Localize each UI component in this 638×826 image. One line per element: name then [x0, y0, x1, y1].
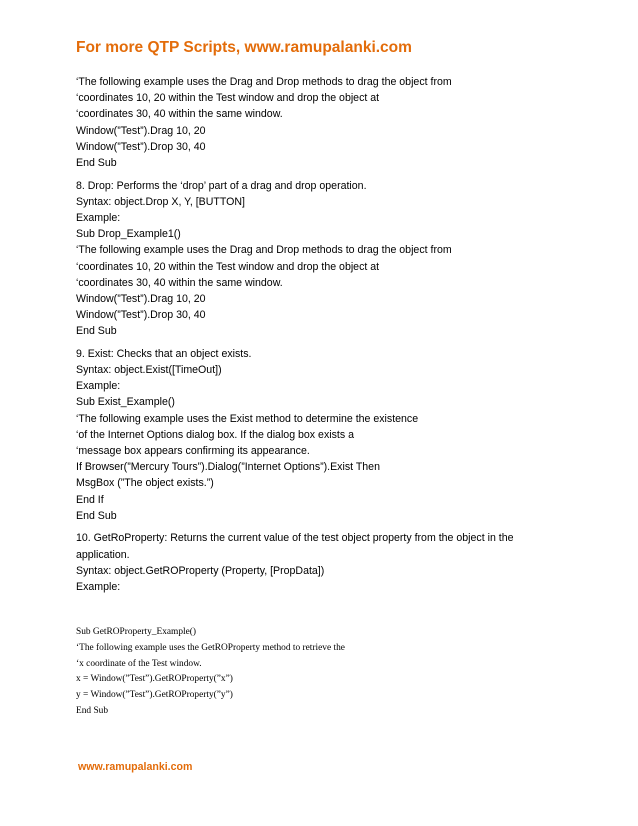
code-line: Sub GetROProperty_Example() [76, 627, 197, 637]
text-line: Example: [76, 211, 121, 224]
text-line: End Sub [76, 509, 117, 522]
text-line: ‘coordinates 10, 20 within the Test window and drop the object at [76, 92, 380, 105]
text-line: If Browser(”Mercury Tours”).Dialog(”Internet Options”).Exist Then [76, 461, 380, 474]
text-line: End Sub [76, 157, 117, 170]
text-line: Sub Exist_Example() [76, 396, 175, 409]
code-line: ‘x coordinate of the Test window. [76, 658, 202, 669]
text-line: MsgBox (”The object exists.”) [76, 477, 214, 490]
code-block [76, 625, 345, 720]
text-line: Example: [76, 580, 121, 593]
text-line: 10. GetRoProperty: Returns the current value of the test object property from the object in the application. [76, 532, 514, 561]
text-line: ‘The following example uses the Drag and Drop methods to drag the object from [76, 244, 452, 257]
text-line: End If [76, 493, 104, 506]
page-footer: www.ramupalanki.com [78, 761, 193, 773]
text-line: Example: [76, 380, 121, 393]
text-line: ‘The following example uses the Drag and Drop methods to drag the object from [76, 76, 452, 88]
paragraph-getroproperty-method [76, 530, 546, 595]
text-line: 9. Exist: Checks that an object exists. [76, 347, 252, 360]
code-line: ‘The following example uses the GetROProperty method to retrieve the [76, 642, 345, 653]
text-line: ‘coordinates 30, 40 within the same window. [76, 108, 283, 121]
code-line: y = Window(”Test”).GetROProperty(”y”) [76, 690, 233, 701]
text-line: Window(”Test”).Drop 30, 40 [76, 309, 206, 322]
text-line: 8. Drop: Performs the ‘drop’ part of a drag and drop operation. [76, 179, 367, 192]
page-header: For more QTP Scripts, www.ramupalanki.com [76, 39, 412, 56]
code-line: x = Window(”Test”).GetROProperty(”x”) [76, 674, 233, 685]
text-line: Syntax: object.Drop X, Y, [BUTTON] [76, 195, 245, 208]
text-line: ‘The following example uses the Exist method to determine the existence [76, 412, 419, 425]
text-line: Syntax: object.GetROProperty (Property, [PropData]) [76, 564, 325, 577]
paragraph-exist-method [76, 346, 546, 524]
text-line: Syntax: object.Exist([TimeOut]) [76, 364, 222, 377]
text-line: End Sub [76, 325, 117, 338]
text-line: ‘coordinates 30, 40 within the same window. [76, 276, 283, 289]
text-line: ‘of the Internet Options dialog box. If the dialog box exists a [76, 428, 354, 441]
text-line: Sub Drop_Example1() [76, 228, 181, 241]
paragraph-drop-method [76, 178, 546, 340]
text-line: ‘coordinates 10, 20 within the Test window and drop the object at [76, 260, 380, 273]
code-line: End Sub [76, 705, 109, 716]
paragraph-drag-drop-example [76, 74, 546, 171]
body-text [76, 74, 546, 601]
text-line: Window(”Test”).Drop 30, 40 [76, 140, 206, 153]
text-line: Window(”Test”).Drag 10, 20 [76, 292, 206, 305]
text-line: ‘message box appears confirming its appearance. [76, 445, 310, 458]
text-line: Window(”Test”).Drag 10, 20 [76, 124, 206, 137]
